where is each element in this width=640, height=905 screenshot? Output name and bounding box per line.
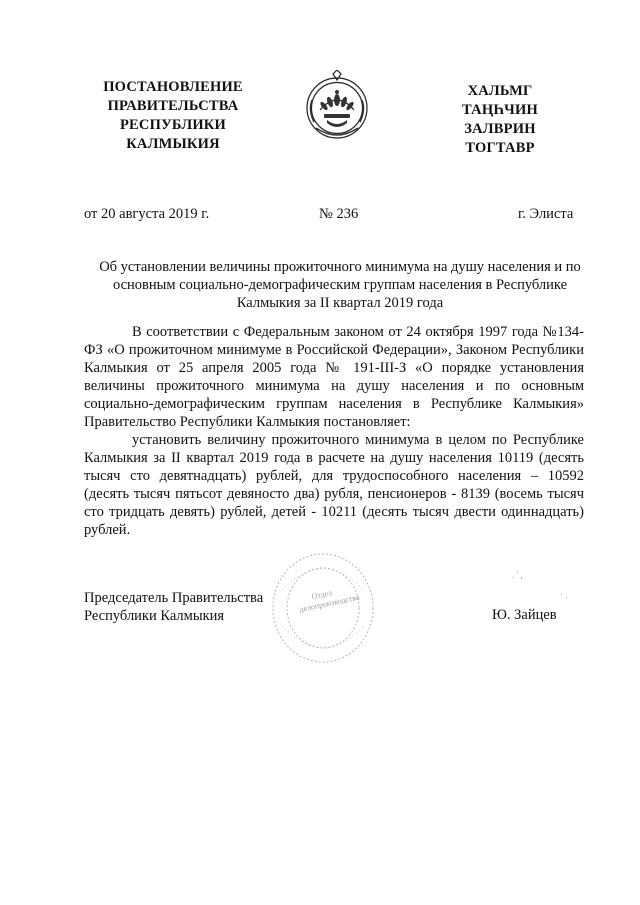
header-right-line-1: ХАЛЬМГ — [467, 83, 533, 99]
header-left-line-4: КАЛМЫКИЯ — [126, 136, 220, 152]
header-left-line-1: ПОСТАНОВЛЕНИЕ — [103, 79, 243, 95]
stamp-text: Отдел делопроизводства — [298, 588, 361, 615]
signer-position-line-1: Председатель Правительства — [84, 590, 264, 606]
document-number: № 236 — [319, 206, 359, 222]
body-paragraph-1: В соответствии с Федеральным законом от 24 октября 1997 года №134-ФЗ «О прожиточном минимуме в Российской Федерации», Законом Республики Калмыкия от 25 апреля 2005 года № 191-III-З «О порядке установления величины прожиточного минимума на душу населения и по основным социально-демографическим группам населения в Республике Калмыкия» Правительство Республики Калмыкия постановляет: — [84, 324, 584, 430]
scan-speck: . ' , — [512, 570, 523, 580]
body-paragraph-2: установить величину прожиточного минимума в целом по Республике Калмыкия за II квартал 2019 года в расчете на душу населения 10119 (десять тысяч сто девятнадцать) рублей, для трудоспособного населения – 10592 (десять тысяч пятьсот девяносто два) рубля, пенсионеров - 8139 (восемь тысяч сто тридцать девять) рублей, детей - 10211 (десять тысяч двести одиннадцать) рублей. — [84, 432, 584, 538]
document-date: от 20 августа 2019 г. — [84, 206, 210, 222]
scan-speck: · . — [560, 590, 568, 600]
signer-position-line-2: Республики Калмыкия — [84, 608, 225, 624]
header-right-line-2: ТАҢҺЧИН — [462, 102, 538, 118]
document-title: Об установлении величины прожиточного минимума на душу населения и по основным социально-демографическим группам населения в Республике Калмыкия за II квартал 2019 года — [99, 259, 581, 311]
header-right-title — [440, 82, 560, 158]
header-right-line-4: ТОГТАВР — [465, 140, 535, 156]
round-seal-stamp-icon — [268, 550, 378, 666]
header-left-line-2: ПРАВИТЕЛЬСТВА — [107, 98, 239, 114]
document-city: г. Элиста — [518, 206, 574, 222]
header-left-title — [78, 78, 268, 154]
kalmykia-emblem-icon — [302, 70, 372, 142]
header-right-line-3: ЗАЛВРИН — [464, 121, 536, 137]
signer-name: Ю. Зайцев — [492, 607, 557, 623]
document-body — [84, 323, 584, 539]
header-left-line-3: РЕСПУБЛИКИ — [119, 117, 227, 133]
signer-position — [84, 589, 263, 625]
